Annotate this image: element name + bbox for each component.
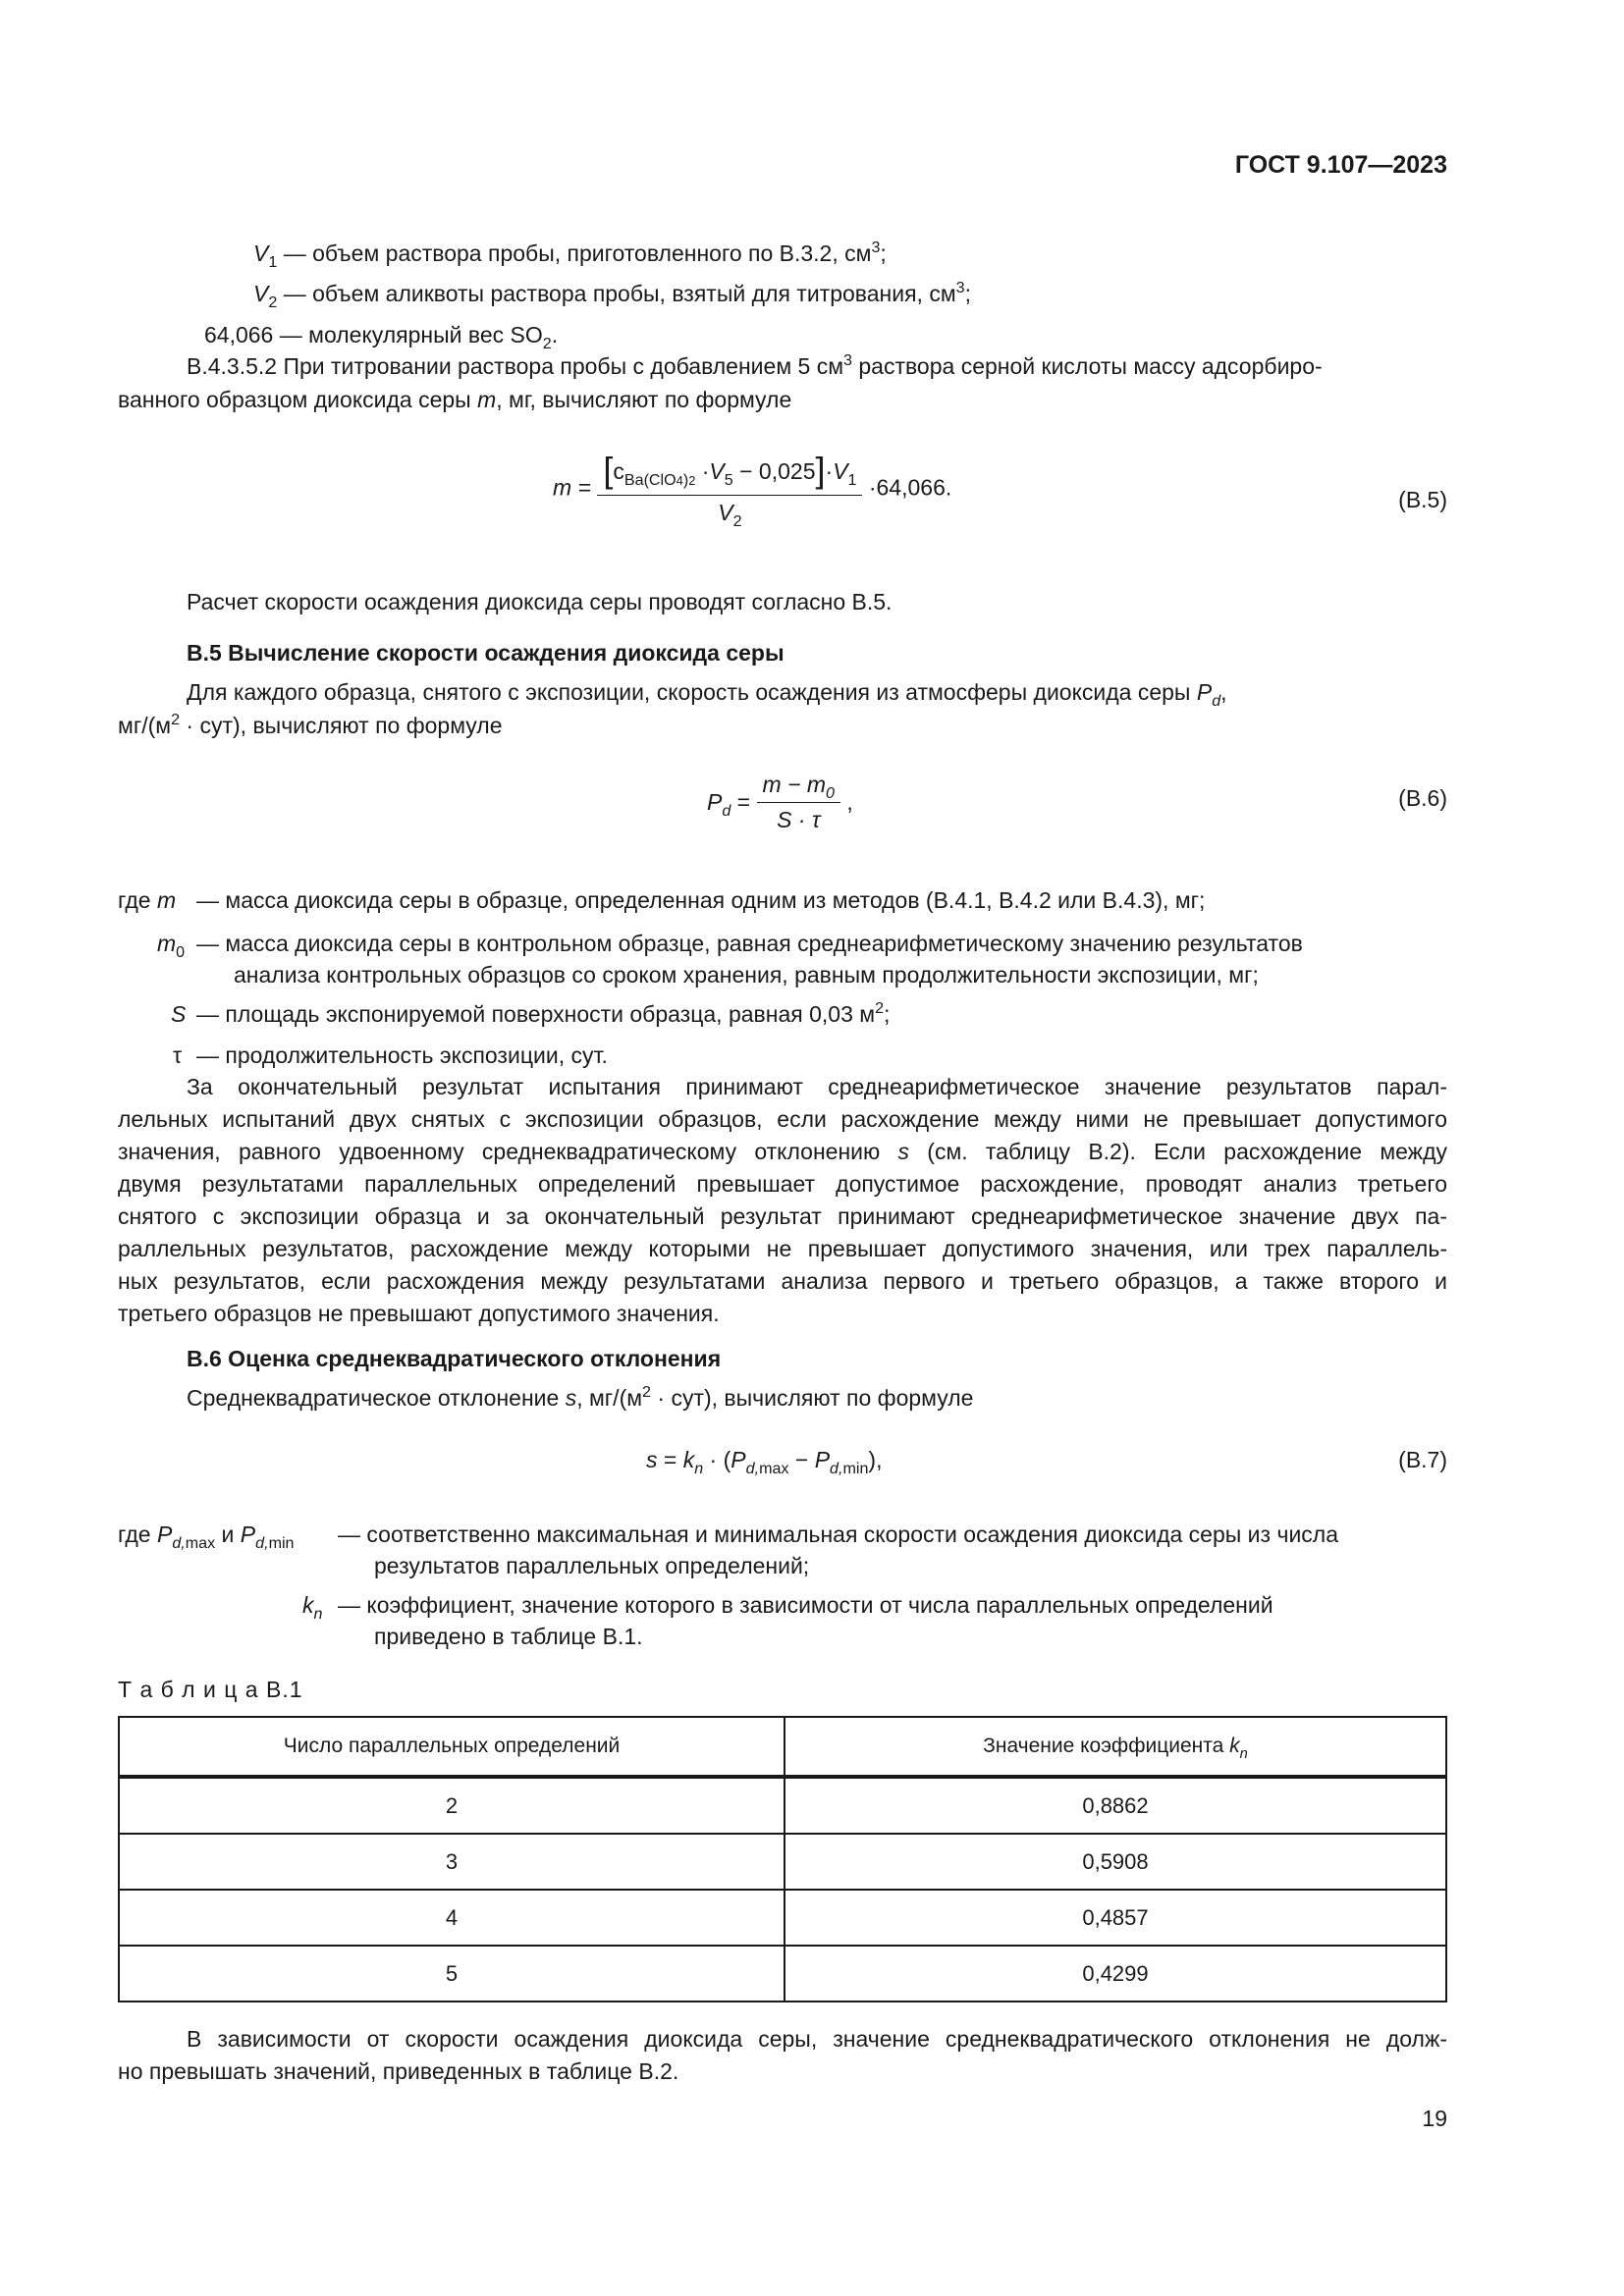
def-kn-text1: — коэффициент, значение которого в зависимости от числа параллельных определений [338,1592,1273,1618]
paragraph-final-line8: третьего образцов не превышают допустимого значения. [118,1301,720,1326]
section-b5-title: В.5 Вычисление скорости осаждения диоксида серы [187,640,785,666]
table-header-col2: Значение коэффициента $k_n$ [785,1717,1446,1777]
formula-b6: $P_d$ = $\frac{m - m_0}{S \cdot \tau}$ , [707,772,853,832]
paragraph-last-line1: В зависимости от скорости осаждения диоксида серы, значение среднеквадратического отклонения не долж- [187,2026,1447,2052]
doc-id: ГОСТ 9.107—2023 [1234,151,1447,179]
def-pd-text1: — соответственно максимальная и минимальная скорости осаждения диоксида серы из числа [338,1522,1339,1547]
def-s-text: — площадь экспонируемой поверхности образца, равная 0,03 $м^2$; [196,999,891,1027]
paragraph-final-line5: снятого с экспозиции образца и за окончательный результат принимают среднеарифметическое значение двух па- [118,1203,1447,1229]
table-cell-n: 2 [119,1777,785,1834]
paragraph-rate-calc: Расчет скорости осаждения диоксида серы проводят согласно В.5. [187,589,893,614]
def-s: S [171,1001,187,1027]
page-number: 19 [1422,2106,1447,2131]
paragraph-b5-line2: $мг/(м^2 \cdot сут)$, вычисляют по формуле [118,711,503,738]
table-header-col1: Число параллельных определений [119,1717,785,1777]
section-b6-title: В.6 Оценка среднеквадратического отклонения [187,1346,722,1371]
def-pd-text2: результатов параллельных определений; [374,1553,810,1578]
def-64066: 64,066 — молекулярный вес $SO_2$. [204,322,559,352]
table-cell-n: 4 [119,1890,785,1946]
paragraph-final-line6: раллельных результатов, расхождение между которыми не превышает допустимого значения, или трех параллель- [118,1236,1447,1261]
table-row [119,1777,1446,1834]
formula-b5-label: (В.5) [1398,487,1447,512]
table-header-row [119,1717,1446,1777]
paragraph-final-line2: лельных испытаний двух снятых с экспозиции образцов, если расхождение между ними не превышает допустимого [118,1106,1447,1132]
table-cell-k: 0,4299 [785,1946,1446,2002]
paragraph-b4352-line1: В.4.3.5.2 При титровании раствора пробы с добавлением 5 $см^3$ раствора серной кислоты массу адсорбиро- [187,351,1323,379]
def-tau-text: — продолжительность экспозиции, сут. [196,1042,608,1068]
def-kn: $k_n$ [302,1592,323,1623]
def-m0-text2: анализа контрольных образцов со сроком хранения, равным продолжительности экспозиции, мг; [234,962,1259,988]
table-cell-n: 3 [119,1834,785,1890]
table-row [119,1834,1446,1890]
table-row [119,1946,1446,2002]
formula-b7-label: (В.7) [1398,1447,1447,1472]
paragraph-final-line4: двумя результатами параллельных определений превышает допустимое расхождение, проводят анализ третьего [118,1171,1447,1197]
paragraph-b5-line1: Для каждого образца, снятого с экспозиции, скорость осаждения из атмосферы диоксида серы $P_d$, [187,679,1227,710]
def-m-text: — масса диоксида серы в образце, определенная одним из методов (В.4.1, В.4.2 или В.4.3), мг; [196,887,1206,913]
paragraph-b4352-line2: ванного образцом диоксида серы m, мг, вычисляют по формуле [118,387,792,412]
formula-b5: m = $\frac{[c_{Ba(ClO4)2} \cdot V_5 - 0,025]\cdot V_1}{V_2}$ ·64,066. [553,450,952,530]
def-m0: $m_0$ [157,931,186,961]
paragraph-b6: Среднеквадратическое отклонение s, $мг/(м^2 \cdot сут)$, вычисляют по формуле [187,1383,974,1411]
table-row [119,1890,1446,1946]
def-v1: $V_1$ — объем раствора пробы, приготовленного по В.3.2, $см^3$; [253,239,887,271]
paragraph-final-line7: ных результатов, если расхождения между результатами анализа первого и третьего образцов, а также второго и [118,1268,1447,1294]
def-m0-text: — масса диоксида серы в контрольном образце, равная среднеарифметическому значению результатов [196,931,1303,956]
def-kn-text2: приведено в таблице В.1. [374,1624,643,1649]
paragraph-last-line2: но превышать значений, приведенных в таблице В.2. [118,2058,679,2084]
def-tau: τ [173,1042,183,1068]
def-v2: $V_2$ — объем аликвоты раствора пробы, взятый для титрования, $см^3$; [253,279,971,311]
formula-b7: $s = k_n \cdot (P_{d,max} - P_{d,min})$, [646,1447,883,1477]
def-m: где m [118,887,177,913]
formula-b6-label: (В.6) [1398,785,1447,811]
paragraph-final-line3: значения, равного удвоенному среднеквадратическому отклонению s (см. таблицу В.2). Если расхождение между [118,1139,1447,1164]
table-caption: Т а б л и ц а В.1 [118,1677,303,1702]
table-cell-k: 0,5908 [785,1834,1446,1890]
def-pdmax-pdmin: где $P_{d,max}$ и $P_{d,min}$ [118,1522,295,1552]
table-cell-k: 0,8862 [785,1777,1446,1834]
table-cell-k: 0,4857 [785,1890,1446,1946]
table-b1 [118,1716,1447,2002]
table-cell-n: 5 [119,1946,785,2002]
paragraph-final-line1: За окончательный результат испытания принимают среднеарифметическое значение результатов парал- [187,1074,1447,1099]
